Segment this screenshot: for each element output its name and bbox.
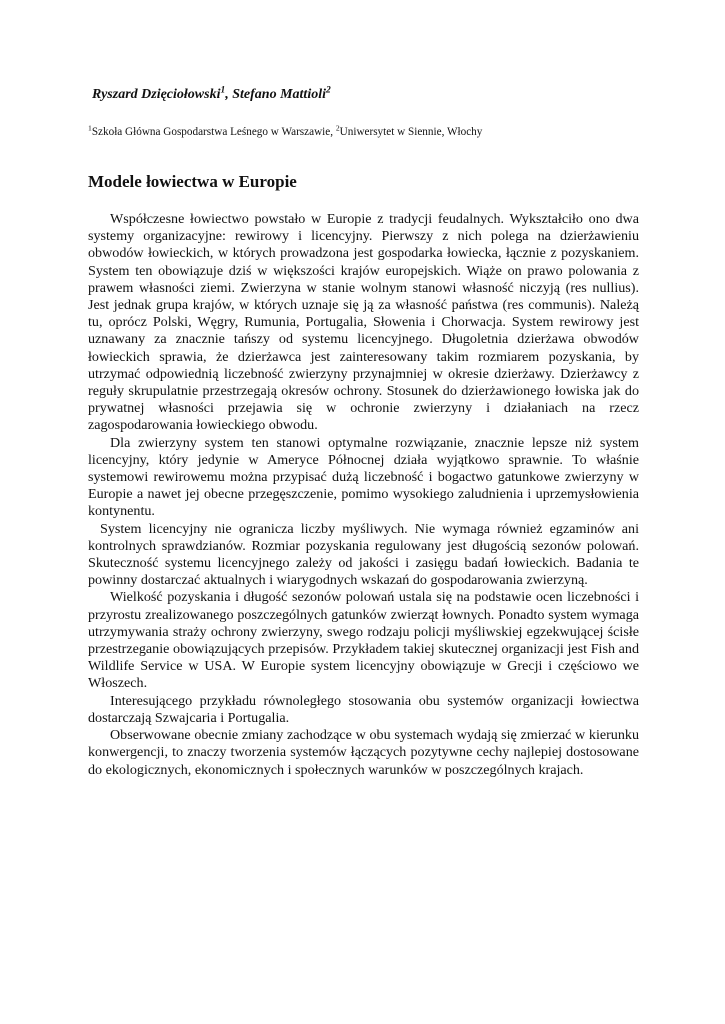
author-1-affiliation-marker: 1 bbox=[220, 85, 226, 96]
affiliations-line bbox=[88, 124, 482, 140]
affiliation-1-text: Szkoła Główna Gospodarstwa Leśnego w Warszawie, bbox=[91, 126, 336, 138]
author-2-affiliation-marker: 2 bbox=[325, 85, 331, 96]
affiliation-2-text: Uniwersytet w Siennie, Włochy bbox=[339, 126, 483, 138]
author-separator: , bbox=[225, 87, 233, 102]
author-2-name: Stefano Mattioli bbox=[232, 87, 326, 102]
article-body bbox=[88, 211, 639, 779]
body-paragraph-2: Dla zwierzyny system ten stanowi optymalne rozwiązanie, znacznie lepsze niż system licencyjny, który jedynie w Ameryce Północnej działa wyjątkowo sprawnie. To właśnie systemowi rewirowemu można przypisać dużą liczebność i bogactwo gatunkowe zwierzyny w Europie a nawet jej obecne przegęszczenie, pomimo wysokiego zaludnienia i uprzemysłowienia kontynentu. bbox=[88, 434, 639, 520]
body-paragraph-6: Obserwowane obecnie zmiany zachodzące w obu systemach wydają się zmierzać w kierunku konwergencji, to znaczy tworzenia systemów łączących pozytywne cechy najlepiej dostosowane do ekologicznych, ekonomicznych i społecznych warunków w poszczególnych krajach. bbox=[88, 727, 639, 778]
authors-line bbox=[92, 86, 331, 104]
author-1-name: Ryszard Dzięciołowski bbox=[92, 87, 221, 102]
body-paragraph-5: Interesującego przykładu równoległego stosowania obu systemów organizacji łowiectwa dostarczają Szwajcaria i Portugalia. bbox=[88, 692, 639, 726]
affiliation-2-marker: 2 bbox=[335, 123, 340, 133]
body-paragraph-4: Wielkość pozyskania i długość sezonów polowań ustala się na podstawie ocen liczebności i przyrostu zrealizowanego poszczególnych gatunków zwierząt łownych. Ponadto system wymaga utrzymywania straży ochrony zwierzyny, swego rodzaju policji myśliwskiej egzekwującej ścisłe przestrzeganie obowiązujących przepisów. Przykładem takiej skutecznej organizacji jest Fish and Wildlife Service w USA. W Europie system licencyjny obowiązuje w Grecji i częściowo we Włoszech. bbox=[88, 589, 639, 692]
body-paragraph-1: Współczesne łowiectwo powstało w Europie z tradycji feudalnych. Wykształciło ono dwa systemy organizacyjne: rewirowy i licencyjny. Pierwszy z nich polega na dzierżawieniu obwodów łowieckich, w których prowadzona jest gospodarka łowiecka, łącznie z pozyskaniem. System ten obowiązuje dziś w większości krajów europejskich. Wiąże on prawo polowania z prawem własności ziemi. Zwierzyna w stanie wolnym stanowi własność niczyją (res nullius). Jest jednak grupa krajów, w których uznaje się ją za własność państwa (res communis). Należą tu, oprócz Polski, Węgry, Rumunia, Portugalia, Słowenia i Chorwacja. System rewirowy jest uznawany za znacznie tańszy od systemu licencyjnego. Długoletnia dzierżawa obwodów łowieckich sprawia, że dzierżawca jest zainteresowany takim rozmiarem pozyskania, by utrzymać odpowiednią liczebność zwierzyny przynajmniej w okresie dzierżawy. Dzierżawcy z reguły skrupulatnie przestrzegają okresów ochrony. Stosunek do dzierżawionego łowiska jak do prywatnej własności przejawia się w ochronie zwierzyny i działaniach na rzecz zagospodarowania łowieckiego obwodu. bbox=[88, 211, 639, 434]
body-paragraph-3: System licencyjny nie ogranicza liczby myśliwych. Nie wymaga również egzaminów ani kontrolnych sprawdzianów. Rozmiar pozyskania regulowany jest długością sezonów polowań. Skuteczność systemu licencyjnego zależy od jakości i zasięgu badań łowieckich. Badania te powinny dostarczać aktualnych i wiarygodnych wskazań do gospodarowania zwierzyną. bbox=[88, 520, 639, 589]
affiliation-1-marker: 1 bbox=[88, 123, 92, 133]
article-title: Modele łowiectwa w Europie bbox=[88, 172, 297, 191]
